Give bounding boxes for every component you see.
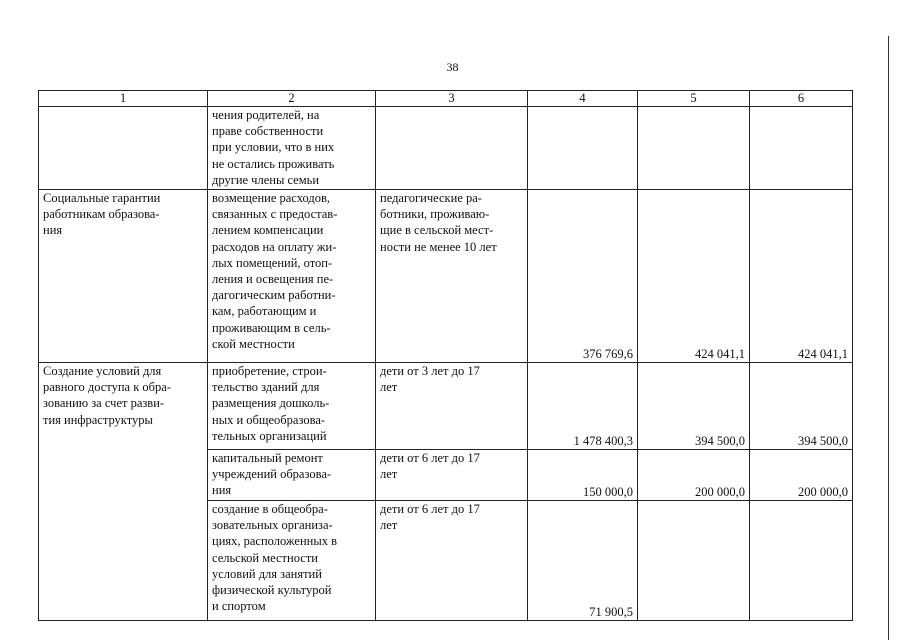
cell-text: Создание условий для равного доступа к обра- зованию за счет разви- тия инфраструктуры [43, 364, 171, 427]
cell-text: Социальные гарантии работникам образова- ния [43, 191, 161, 238]
table-row [39, 190, 853, 363]
cell-value: 200 000,0 [798, 484, 848, 499]
table-cell [376, 107, 528, 190]
cell-value: 200 000,0 [695, 484, 745, 499]
cell-text: возмещение расходов, связанных с предостав- лением компенсации расходов на оплату жи- лых помещений, отоп- ления и освещения пе- дагогическим работни- кам, работающим и проживающим в сель- ской местности [212, 191, 338, 351]
table-cell [750, 107, 853, 190]
cell-value: 424 041,1 [695, 346, 745, 361]
table-cell [528, 501, 638, 621]
column-header-4: 4 [528, 91, 638, 107]
cell-value: 376 769,6 [583, 346, 633, 361]
cell-value: 1 478 400,3 [573, 433, 633, 448]
table-cell [750, 363, 853, 450]
page-number: 38 [446, 60, 459, 74]
table-cell [528, 450, 638, 501]
budget-table [38, 90, 853, 621]
table-cell [638, 450, 750, 501]
column-header-3: 3 [376, 91, 528, 107]
cell-value: 394 500,0 [798, 433, 848, 448]
table-row [39, 107, 853, 190]
table-cell [376, 450, 528, 501]
column-header-5: 5 [638, 91, 750, 107]
table-header-row [39, 91, 853, 107]
page-edge-line [888, 36, 889, 640]
table-cell [376, 190, 528, 363]
cell-value: 394 500,0 [695, 433, 745, 448]
cell-text: педагогические ра- ботники, проживаю- щие в сельской мест- ности не менее 10 лет [380, 191, 497, 254]
table-cell [528, 107, 638, 190]
table-cell [208, 363, 376, 450]
table-cell [208, 450, 376, 501]
table-cell [638, 501, 750, 621]
table-cell [750, 450, 853, 501]
table-row [39, 363, 853, 450]
table-cell [376, 363, 528, 450]
table-cell [376, 501, 528, 621]
table-cell [39, 190, 208, 363]
table-cell [39, 363, 208, 621]
cell-value: 150 000,0 [583, 484, 633, 499]
cell-text: дети от 6 лет до 17 лет [380, 502, 480, 533]
cell-text: приобретение, строи- тельство зданий для размещения дошколь- ных и общеобразова- тельных организаций [212, 364, 330, 443]
table-cell [750, 501, 853, 621]
table-cell [638, 107, 750, 190]
cell-text: чения родителей, на праве собственности при условии, что в них не остались проживать другие члены семьи [212, 108, 335, 187]
table-cell [750, 190, 853, 363]
cell-value: 424 041,1 [798, 346, 848, 361]
cell-text: дети от 6 лет до 17 лет [380, 451, 480, 482]
cell-text: создание в общеобра- зовательных организа- циях, расположенных в сельской местности условий для занятий физической культурой и спортом [212, 502, 337, 614]
table-cell [208, 501, 376, 621]
column-header-1: 1 [39, 91, 208, 107]
column-header-2: 2 [208, 91, 376, 107]
cell-text: капитальный ремонт учреждений образова- ния [212, 451, 332, 498]
table-cell [208, 190, 376, 363]
table-cell [638, 363, 750, 450]
cell-text: дети от 3 лет до 17 лет [380, 364, 480, 395]
table-cell [638, 190, 750, 363]
table-cell [208, 107, 376, 190]
cell-value: 71 900,5 [589, 604, 633, 619]
column-header-6: 6 [750, 91, 853, 107]
table-cell [528, 363, 638, 450]
table-cell [39, 107, 208, 190]
table-cell [528, 190, 638, 363]
